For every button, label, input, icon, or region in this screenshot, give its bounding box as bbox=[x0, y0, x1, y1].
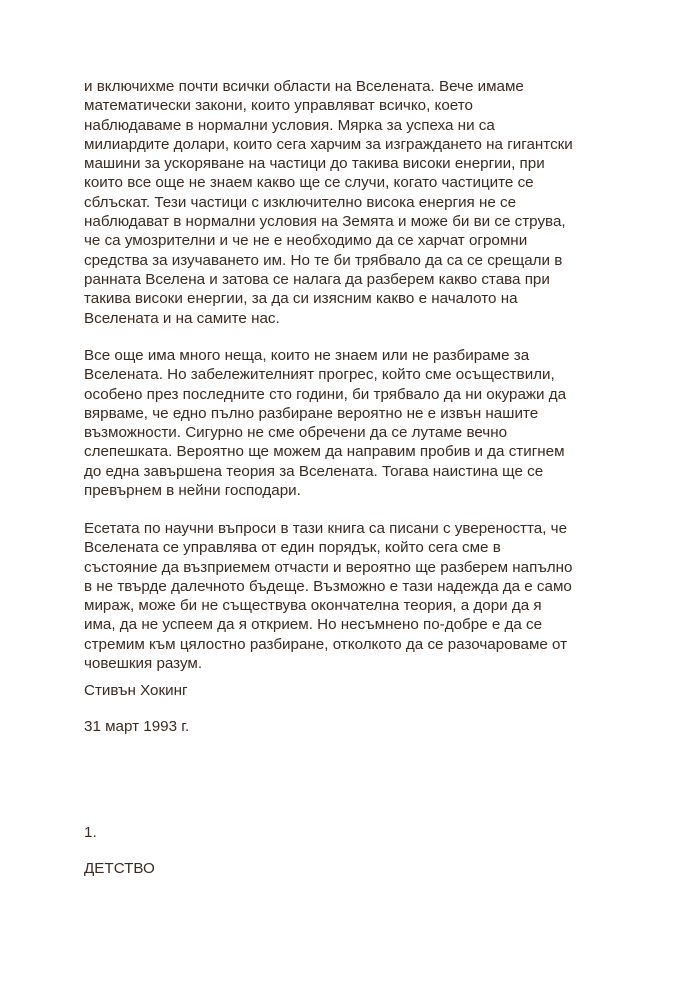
text-line: милиардите долари, които сега харчим за изграждането на гигантски bbox=[84, 135, 573, 153]
text-line: Вселената и на самите нас. bbox=[84, 309, 280, 327]
text-line: превърнем в нейни господари. bbox=[84, 482, 301, 500]
text-line: възможности. Сигурно не сме обречени да се лутаме вечно bbox=[84, 424, 508, 442]
text-line: слепешката. Вероятно ще можем да направим пробив и да стигнем bbox=[84, 443, 565, 461]
paragraph-1 bbox=[84, 77, 624, 328]
text-line: математически закони, които управляват всичко, което bbox=[84, 97, 473, 115]
text-line: Есетата по научни въпроси в тази книга са писани с увереността, че bbox=[84, 520, 568, 537]
text-line: сблъскат. Тези частици с изключително висока енергия не се bbox=[84, 193, 517, 211]
text-line: ранната Вселена и затова се налага да разберем какво става при bbox=[84, 270, 550, 288]
text-line: има, да не успеем да я открием. Но несъмнено по-добре е да се bbox=[84, 616, 543, 634]
text-line: Вселената. Но забележителният прогрес, който сме осъществили, bbox=[84, 366, 555, 384]
text-line: Вселената се управлява от един порядък, който сега сме в bbox=[84, 539, 501, 557]
text-line: които все още не знаем какво ще се случи, когато частиците се bbox=[84, 174, 534, 192]
text-line: средства за изучаването им. Но те би трябвало да са се срещали в bbox=[84, 251, 563, 269]
chapter-title: ДЕТСТВО bbox=[84, 860, 155, 877]
text-line: мираж, може би не съществува окончателна теория, а дори да я bbox=[84, 597, 542, 615]
paragraph-2 bbox=[84, 346, 624, 500]
text-line: машини за ускоряване на частици до такива високи енергии, при bbox=[84, 155, 545, 173]
text-line: в не твърде далечното бъдеще. Възможно е тази надежда да е само bbox=[84, 577, 572, 595]
text-line: наблюдават в нормални условия на Земята и може би ви се струва, bbox=[84, 213, 566, 231]
paragraph-3 bbox=[84, 519, 624, 673]
text-line: такива високи енергии, за да си изясним какво е началото на bbox=[84, 290, 518, 308]
date-line: 31 март 1993 г. bbox=[84, 718, 190, 735]
text-line: състояние да възприемем отчасти и вероятно ще разберем напълно bbox=[84, 558, 573, 576]
text-line: до една завършена теория за Вселената. Тогава наистина ще се bbox=[84, 462, 544, 480]
text-line: наблюдаваме в нормални условия. Мярка за успеха ни са bbox=[84, 116, 495, 134]
chapter-number: 1. bbox=[84, 824, 97, 841]
text-line: и включихме почти всички области на Вселената. Вече имаме bbox=[84, 78, 524, 95]
author-signature: Стивън Хокинг bbox=[84, 682, 188, 699]
text-line: стремим към цялостно разбиране, отколкото да се разочароваме от bbox=[84, 635, 568, 653]
text-line: Все още има много неща, които не знаем или не разбираме за bbox=[84, 347, 530, 364]
text-line: че са умозрителни и че не е необходимо да се харчат огромни bbox=[84, 232, 528, 250]
text-line: особено през последните сто години, би трябвало да ни окуражи да bbox=[84, 385, 567, 403]
text-line: човешкия разум. bbox=[84, 655, 203, 673]
text-line: вярваме, че едно пълно разбиране вероятно не е извън нашите bbox=[84, 404, 539, 422]
